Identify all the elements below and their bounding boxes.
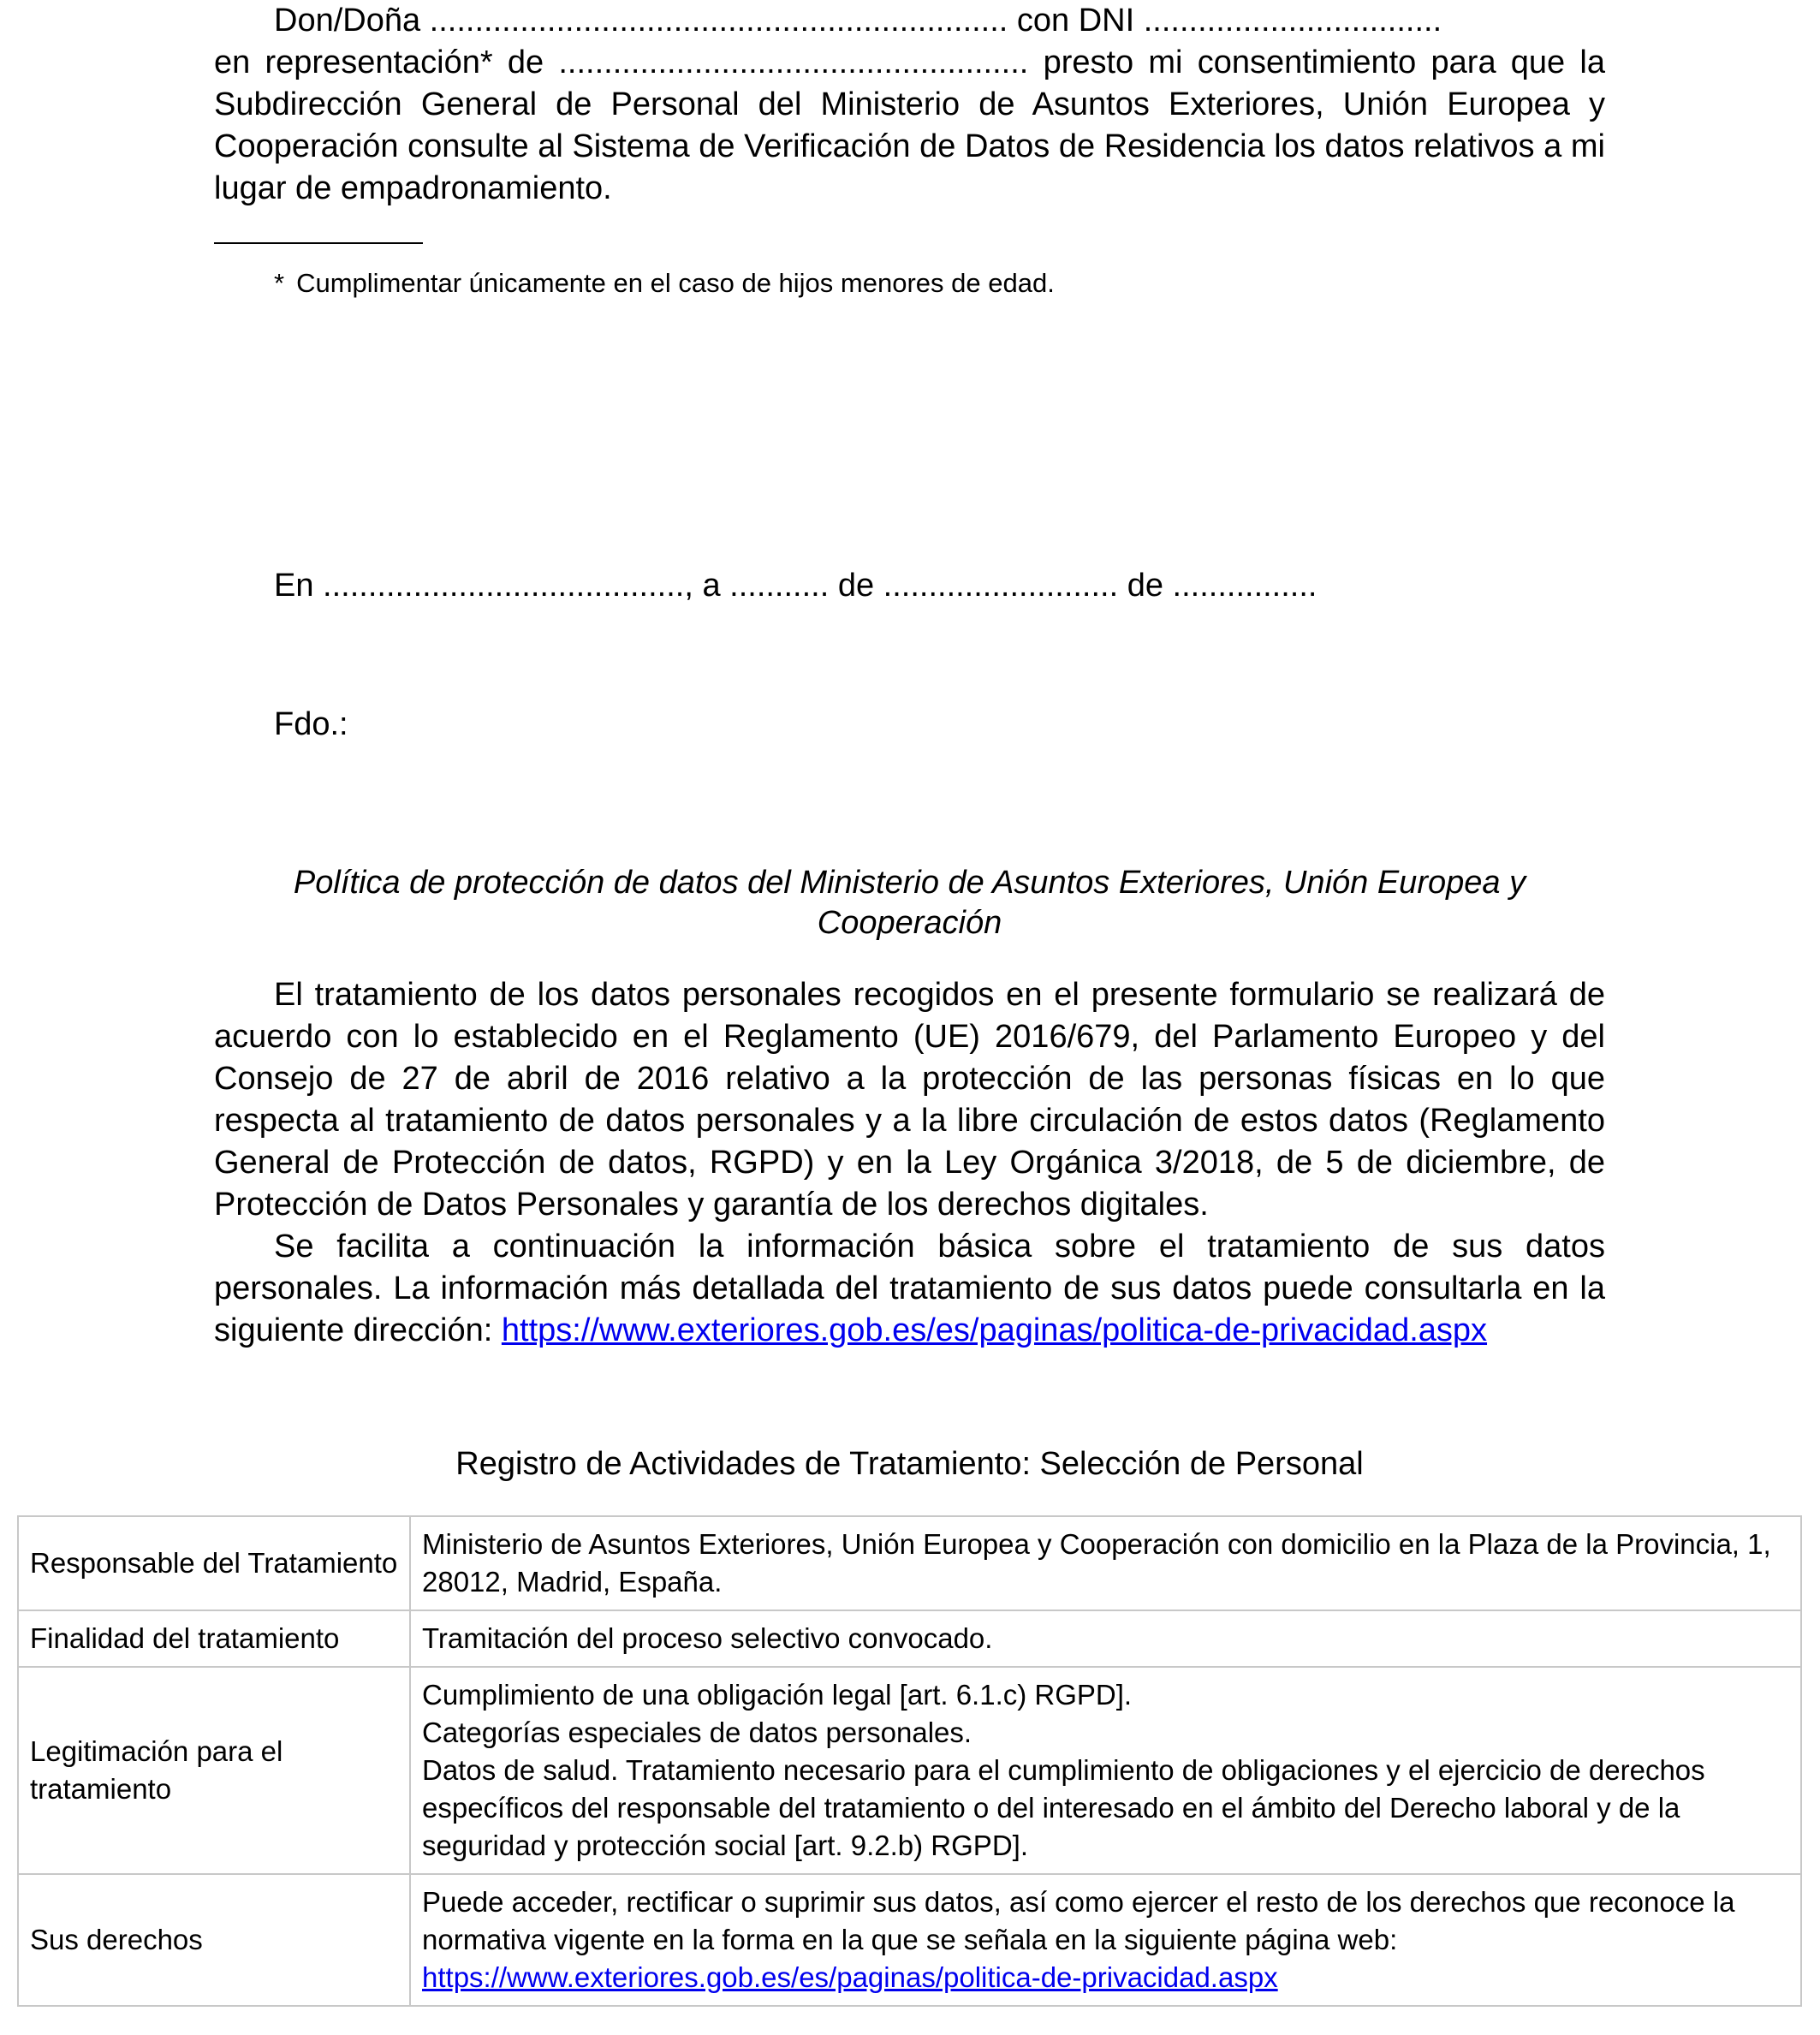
signature-label: Fdo.: (274, 706, 348, 742)
row-value (410, 1874, 1801, 2006)
row-value (410, 1610, 1801, 1667)
place-date-line: En ........................................, a ........... de .......................... de ................ (274, 568, 1317, 604)
policy-paragraph-1: El tratamiento de los datos personales recogidos en el presente formulario se realizará de acuerdo con lo establecido en el Reglamento (UE) 2016/679, del Parlamento Europeo y del Consejo de 27 de abril de 2016 relativo a la protección de las personas físicas en lo que respecta al tratamiento de datos personales y a la libre circulación de estos datos (Reglamento General de Protección de datos, RGPD) y en la Ley Orgánica 3/2018, de 5 de diciembre, de Protección de Datos Personales y garantía de los derechos digitales. (214, 977, 1605, 1223)
consent-statement (214, 0, 1605, 210)
row-value-line: Cumplimiento de una obligación legal [art. 6.1.c) RGPD]. (422, 1679, 1133, 1711)
rights-link[interactable]: https://www.exteriores.gob.es/es/paginas/politica-de-privacidad.aspx (422, 1961, 1278, 1993)
table-row (18, 1610, 1801, 1667)
consent-line-name-dni: Don/Doña ................................................................ con DNI ................................. (274, 3, 1442, 39)
row-value-line: Tramitación del proceso selectivo convocado. (422, 1622, 993, 1654)
policy-body (214, 974, 1605, 1352)
row-value-line: Categorías especiales de datos personales. (422, 1717, 972, 1748)
policy-title: Política de protección de datos del Ministerio de Asuntos Exteriores, Unión Europea y Cooperación (293, 865, 1526, 941)
row-label: Responsable del Tratamiento (18, 1516, 410, 1610)
row-value-line: Datos de salud. Tratamiento necesario para el cumplimiento de obligaciones y el ejercicio de derechos específicos del responsable del tratamiento o del interesado en el ámbito del Derecho laboral y de la seguridad y protección social [art. 9.2.b) RGPD]. (422, 1754, 1705, 1861)
footnote-separator (214, 242, 423, 244)
row-label: Sus derechos (18, 1874, 410, 2006)
footnote (274, 267, 1055, 300)
table-row (18, 1667, 1801, 1874)
processing-activities-table (17, 1515, 1802, 2007)
row-value (410, 1667, 1801, 1874)
row-label: Legitimación para el tratamiento (18, 1667, 410, 1874)
row-value-line: Ministerio de Asuntos Exteriores, Unión Europea y Cooperación con domicilio en la Plaza de la Provincia, 1, 28012, Madrid, España. (422, 1528, 1771, 1598)
policy-paragraph-2-text: Se facilita a continuación la información básica sobre el tratamiento de sus datos personales. La información más detallada del tratamiento de sus datos puede consultarla en la siguiente dirección: (214, 1229, 1605, 1348)
table-row (18, 1516, 1801, 1610)
row-value-line: Puede acceder, rectificar o suprimir sus datos, así como ejercer el resto de los derechos que reconoce la normativa vigente en la forma en la que se señala en la siguiente página web: (422, 1886, 1735, 1955)
footnote-marker: * (274, 268, 285, 298)
policy-paragraph-2 (214, 1226, 1605, 1352)
consent-line-representation: en representación* de .................................................... presto mi consentimiento para que la Subdirección General de Personal del Ministerio de Asuntos Exteriores, Unión Europea y Cooperación consulte al Sistema de Verificación de Datos de Residencia los datos relativos a mi lugar de empadronamiento. (214, 45, 1605, 206)
privacy-policy-link[interactable]: https://www.exteriores.gob.es/es/paginas/politica-de-privacidad.aspx (501, 1312, 1488, 1348)
register-title: Registro de Actividades de Tratamiento: Selección de Personal (455, 1446, 1364, 1482)
footnote-text: Cumplimentar únicamente en el caso de hijos menores de edad. (296, 268, 1055, 298)
table-row (18, 1874, 1801, 2006)
row-label: Finalidad del tratamiento (18, 1610, 410, 1667)
row-value (410, 1516, 1801, 1610)
